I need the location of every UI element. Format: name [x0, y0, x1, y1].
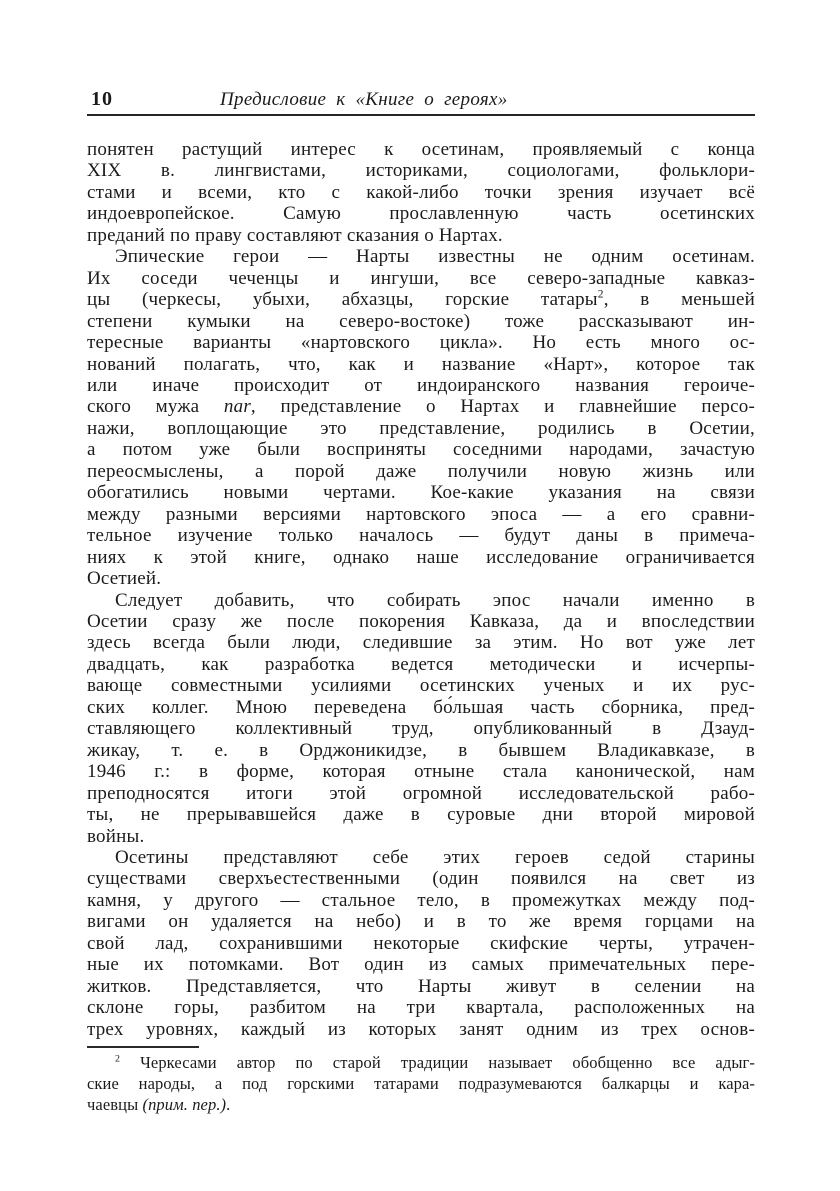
text-line: ты, не прерывавшейся даже в суровые дни второй мировой [87, 804, 755, 826]
text-line: а потом уже были восприняты соседними народами, зачастую [87, 439, 755, 461]
text-line: нований полагать, что, как и название «Нарт», которое так [87, 353, 755, 375]
text-line: ского мужа nar, представление о Нартах и главнейшие персо- [87, 396, 755, 418]
text-line: ских коллег. Мною переведена бо́льшая часть сборника, пред- [87, 696, 755, 718]
text-line: Осетией. [87, 568, 162, 590]
text-line: переосмыслены, а порой даже получили новую жизнь или [87, 460, 755, 482]
text-line: Их соседи чеченцы и ингуши, все северо-западные кавказ- [87, 267, 755, 289]
text-line: здесь всегда были люди, следившие за этим. Но вот уже лет [87, 632, 755, 654]
text-line: обогатились новыми чертами. Кое-какие указания на связи [87, 482, 755, 504]
text-line: между разными версиями нартовского эпоса — а его сравни- [87, 503, 755, 525]
text-line: тельное изучение только началось — будут даны в примеча- [87, 525, 755, 547]
paragraph [87, 590, 755, 847]
text-line: существами сверхъестественными (один появился на свет из [87, 868, 755, 890]
text-line: индоевропейское. Самую прославленную часть осетинских [87, 203, 755, 225]
text-line: XIX в. лингвистами, историками, социологами, фольклори- [87, 160, 755, 182]
text-line: цы (черкесы, убыхи, абхазцы, горские татары$^2$, в меньшей [87, 288, 755, 311]
text-line: Эпические герои — Нарты известны не одним осетинам. [115, 246, 755, 268]
text-line: понятен растущий интерес к осетинам, проявляемый с конца [87, 139, 755, 160]
text-line: преподносятся итоги этой огромной исследовательской рабо- [87, 782, 755, 804]
paragraph [87, 847, 755, 1040]
text-line: 1946 г.: в форме, которая отныне стала канонической, нам [87, 761, 755, 783]
text-line: или иначе происходит от индоиранского названия героиче- [87, 374, 755, 396]
text-line: $^2$ Черкесами автор по старой традиции называет обобщенно все адыг- [115, 1053, 755, 1072]
text-line: жикау, т. е. в Орджоникидзе, в бывшем Владикавказе, в [87, 739, 755, 761]
paragraph [87, 1052, 755, 1115]
text-line: ные их потомками. Вот один из самых примечательных пере- [87, 954, 755, 976]
running-head [87, 88, 755, 116]
text-line: ские народы, а под горскими татарами подразумеваются балкарцы и кара- [87, 1074, 755, 1093]
text-line: ниях к этой книге, однако наше исследование ограничивается [87, 546, 755, 568]
header-title: Предисловие к «Книге о героях» [220, 89, 508, 110]
text-line: склоне горы, разбитом на три квартала, расположенных на [87, 997, 755, 1019]
text-line: трех уровнях, каждый из которых занят одним из трех основ- [87, 1018, 755, 1040]
text-line: вигами он удаляется на небо) и в то же время горцами на [87, 911, 755, 933]
text-line: Следует добавить, что собирать эпос начали именно в [115, 589, 755, 611]
text-line: ставляющего коллективный труд, опубликованный в Дзауд- [87, 718, 755, 740]
text-line: двадцать, как разработка ведется методически и исчерпы- [87, 653, 755, 675]
text-line: Осетии сразу же после покорения Кавказа, да и впоследствии [87, 610, 755, 632]
text-line: войны. [87, 825, 145, 847]
text-line: вающе совместными усилиями осетинских ученых и их рус- [87, 675, 755, 697]
text-line: свой лад, сохранившими некоторые скифские черты, утрачен- [87, 932, 755, 954]
text-line: нажи, воплощающие это представление, родились в Осетии, [87, 417, 755, 439]
body-text [87, 139, 755, 1040]
text-line: преданий по праву составляют сказания о Нартах. [87, 224, 503, 246]
text-line: чаевцы (прим. пер.). [87, 1095, 231, 1114]
text-line: житков. Представляется, что Нарты живут в селении на [87, 975, 755, 997]
text-line: Осетины представляют себе этих героев седой старины [115, 846, 755, 868]
footnote-separator [87, 1046, 199, 1048]
text-line: степени кумыки на северо-востоке) тоже рассказывают ин- [87, 310, 755, 332]
text-line: тересные варианты «нартовского цикла». Но есть много ос- [87, 332, 755, 354]
paragraph [87, 139, 755, 246]
footnote-text [87, 1052, 755, 1115]
text-line: камня, у другого — стальное тело, в промежутках между под- [87, 889, 755, 911]
text-line: стами и всеми, кто с какой-либо точки зрения изучает всё [87, 181, 755, 203]
paragraph [87, 246, 755, 589]
page-number: 10 [91, 88, 113, 110]
